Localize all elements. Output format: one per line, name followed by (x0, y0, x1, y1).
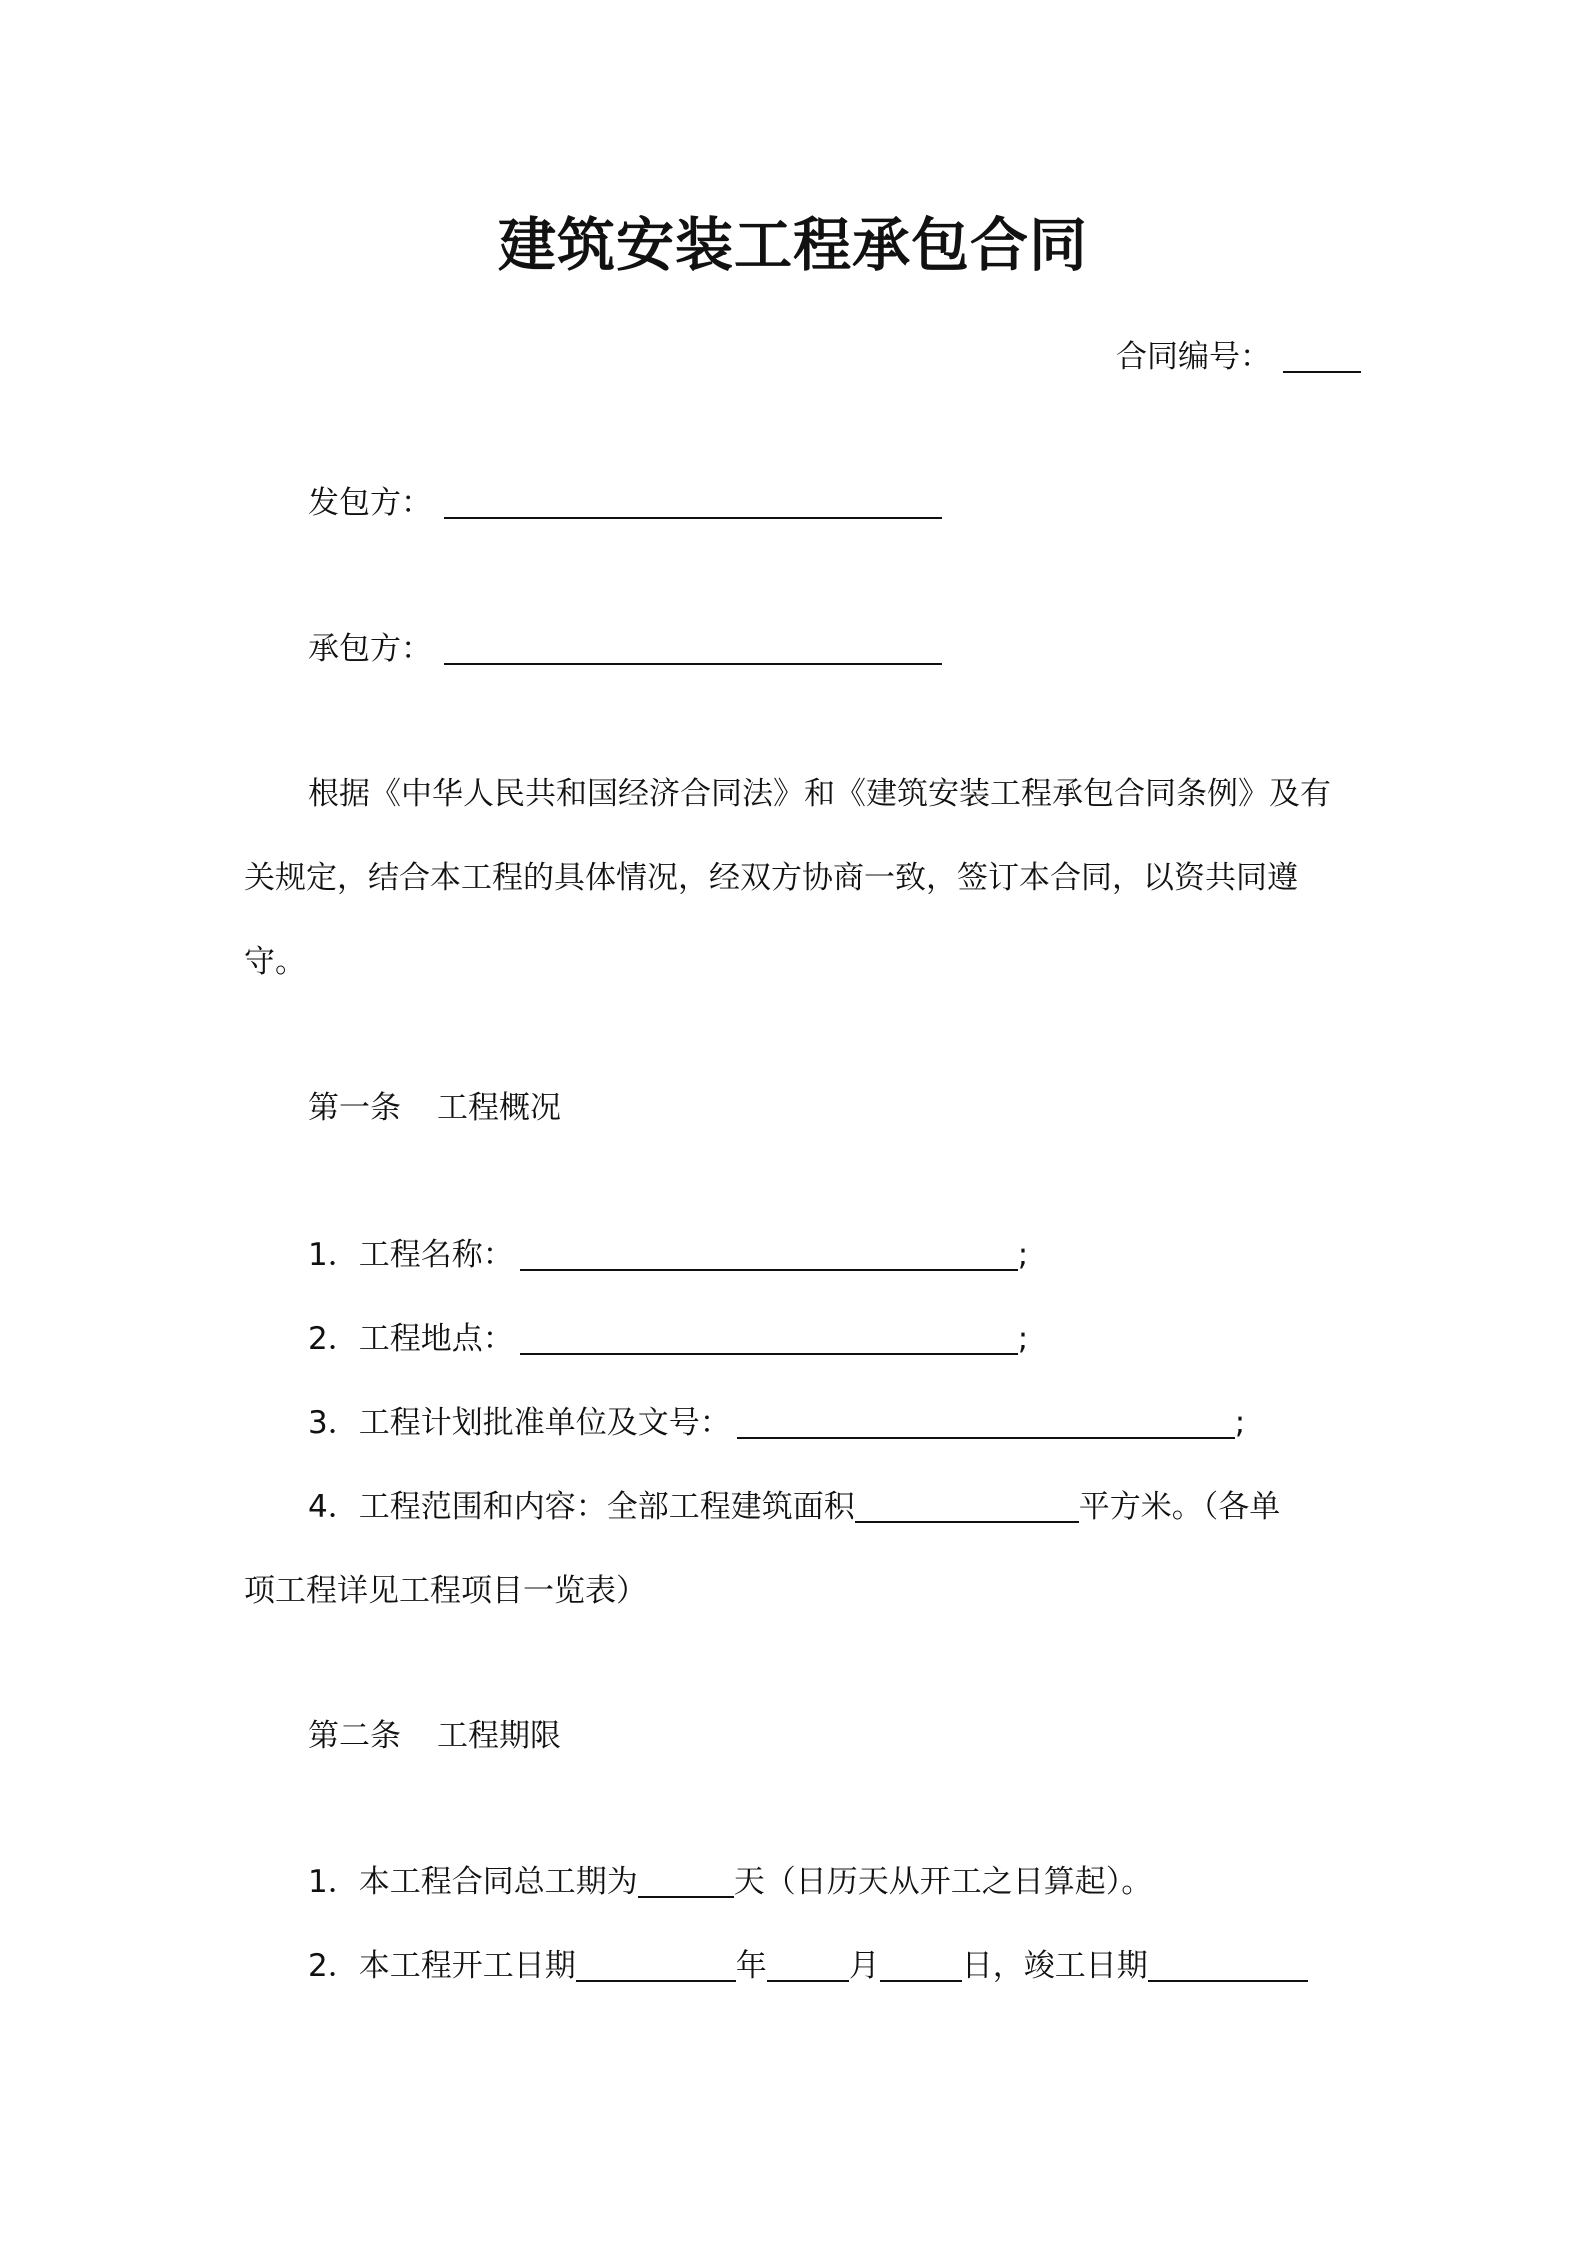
duration-blank[interactable] (638, 1862, 734, 1898)
semicolon: ; (1234, 1405, 1246, 1441)
article-2-item-1 (308, 1860, 1152, 1904)
article-1-title: 工程概况 (437, 1090, 561, 1126)
article-1-item-1 (308, 1233, 1028, 1277)
month-label: 月 (848, 1948, 880, 1984)
completion-date-blank[interactable] (1148, 1946, 1308, 1982)
article-1-item-4-cont: 项工程详见工程项目一览表） (244, 1573, 647, 1609)
semicolon: ; (1017, 1237, 1029, 1273)
article-1-number: 第一条 (308, 1090, 401, 1126)
start-year-blank[interactable] (576, 1946, 736, 1982)
year-label: 年 (735, 1948, 767, 1984)
area-blank[interactable] (855, 1487, 1079, 1523)
party-a-label: 发包方： (308, 485, 432, 521)
contract-number-line (1116, 335, 1361, 379)
article-1-item-3 (308, 1401, 1245, 1445)
article-1-item-2 (308, 1317, 1028, 1361)
approval-label: 3．工程计划批准单位及文号： (308, 1405, 731, 1441)
article-1-item-4 (308, 1485, 1280, 1529)
contract-number-label: 合同编号： (1116, 339, 1271, 375)
party-b-blank[interactable] (444, 629, 942, 665)
article-2-title: 工程期限 (437, 1718, 561, 1754)
start-day-blank[interactable] (880, 1946, 962, 1982)
project-location-label: 2．工程地点： (308, 1321, 514, 1357)
start-date-label: 2．本工程开工日期 (308, 1948, 576, 1984)
article-2-heading (308, 1714, 561, 1758)
area-unit: 平方米。（各单 (1078, 1489, 1281, 1525)
party-b-line (308, 627, 942, 671)
project-name-blank[interactable] (520, 1235, 1018, 1271)
article-1-heading (308, 1086, 561, 1130)
party-a-blank[interactable] (444, 483, 942, 519)
article-2-item-2 (308, 1944, 1308, 1988)
project-location-blank[interactable] (520, 1319, 1018, 1355)
start-month-blank[interactable] (767, 1946, 849, 1982)
duration-suffix: 天（日历天从开工之日算起）。 (733, 1864, 1153, 1900)
day-completion-label: 日，竣工日期 (961, 1948, 1148, 1984)
approval-blank[interactable] (737, 1403, 1235, 1439)
article-2-number: 第二条 (308, 1718, 401, 1754)
project-name-label: 1．工程名称： (308, 1237, 514, 1273)
duration-label: 1．本工程合同总工期为 (308, 1864, 638, 1900)
page-title: 建筑安装工程承包合同 (497, 211, 1088, 279)
party-a-line (308, 481, 942, 525)
contract-number-blank[interactable] (1283, 337, 1361, 373)
preamble-paragraph: 根据《中华人民共和国经济合同法》和《建筑安装工程承包合同条例》及有关规定，结合本工程的具体情况，经双方协商一致，签订本合同，以资共同遵守。 (244, 776, 1331, 980)
semicolon: ; (1017, 1321, 1029, 1357)
party-b-label: 承包方： (308, 631, 432, 667)
scope-label: 4．工程范围和内容：全部工程建筑面积 (308, 1489, 855, 1525)
